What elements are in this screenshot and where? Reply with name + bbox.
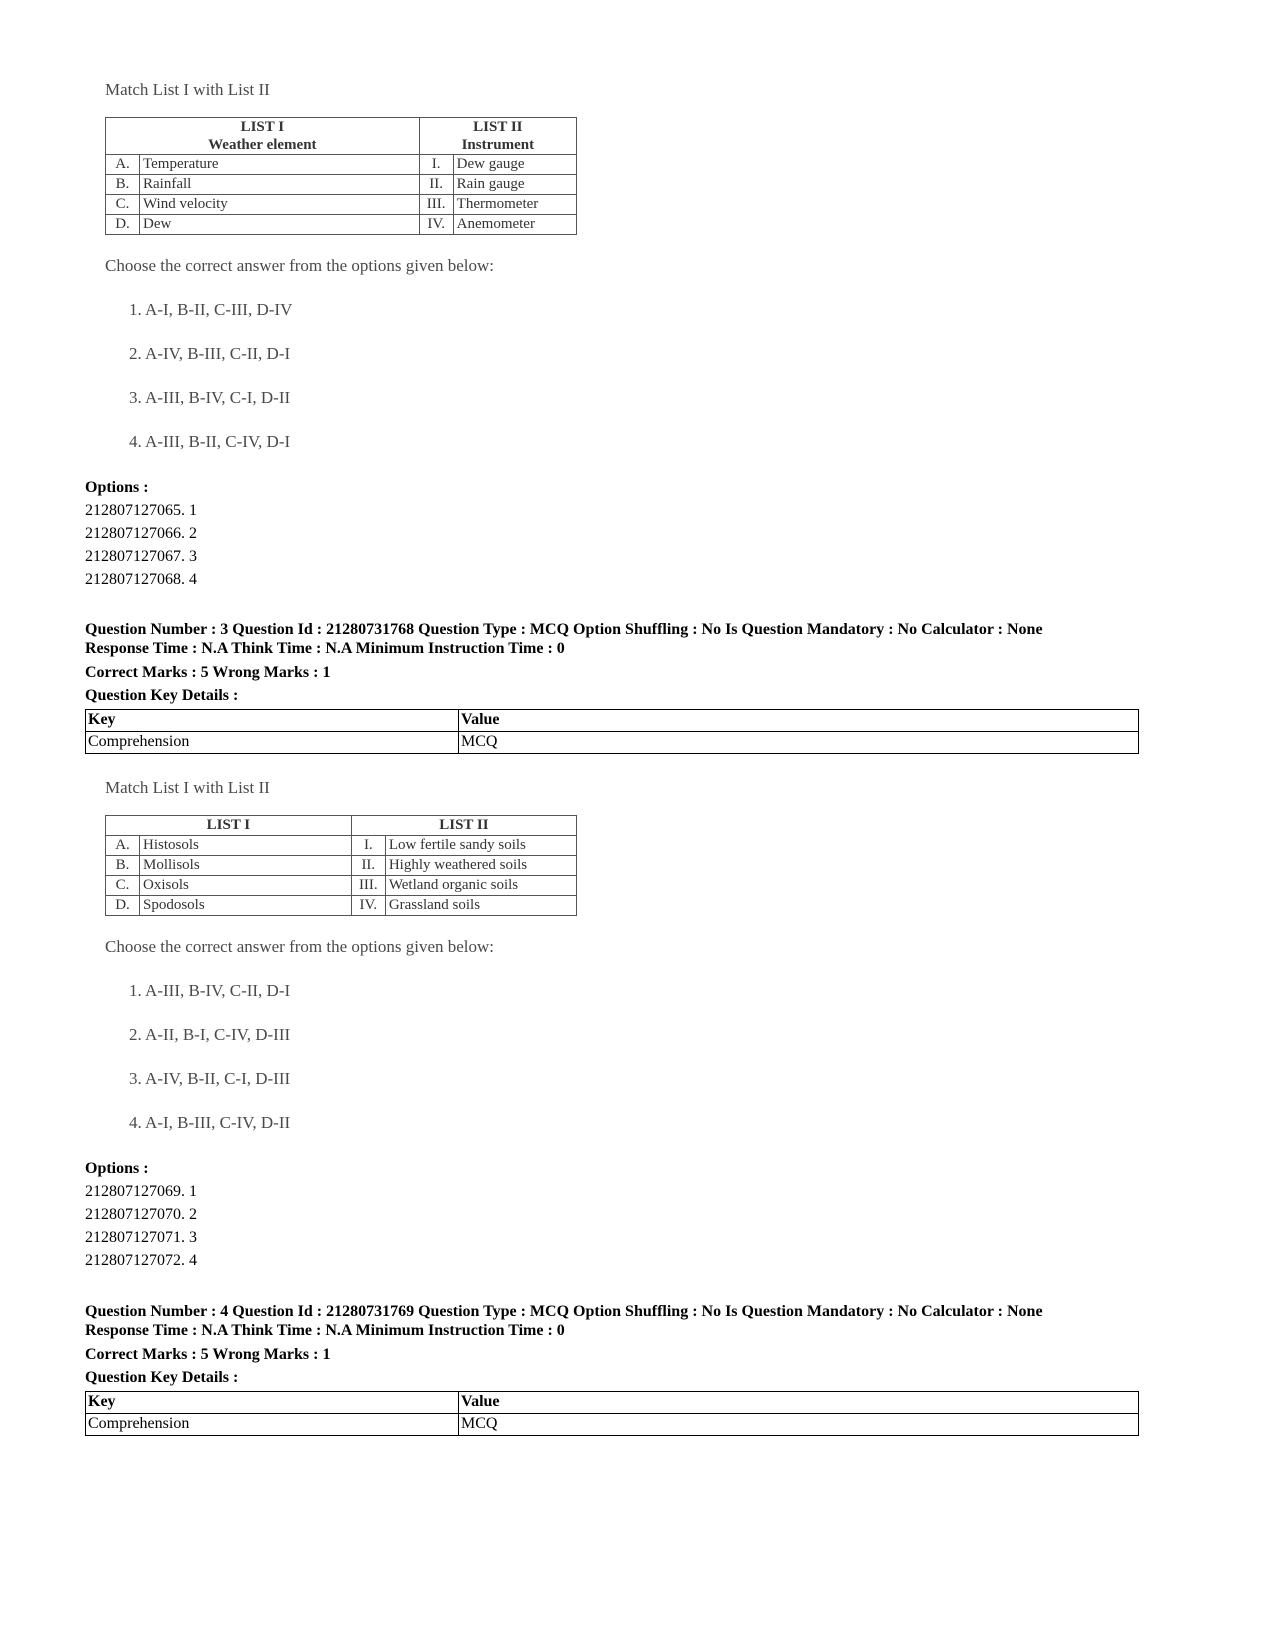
list2-subtitle: Instrument: [461, 137, 535, 153]
row-label: IV.: [351, 896, 385, 916]
list1-header: [106, 118, 420, 155]
question-key-table: [85, 1391, 1139, 1436]
row-label: III.: [351, 876, 385, 896]
row-label: C.: [106, 876, 140, 896]
answer-choice: 4. A-I, B-III, C-IV, D-II: [129, 1113, 291, 1132]
value-cell: MCQ: [459, 1414, 1139, 1436]
key-cell: Comprehension: [86, 1414, 459, 1436]
question-meta-line: Question Number : 4 Question Id : 21280731769 Question Type : MCQ Option Shuffling : No Is Question Mandatory : No Calculator : None: [85, 1303, 1043, 1320]
list1-subtitle: Weather element: [208, 137, 317, 153]
key-header: Key: [86, 1392, 459, 1414]
table-row: [106, 195, 577, 215]
row-label: A.: [106, 155, 140, 175]
table-row: [106, 856, 577, 876]
question-2-image: [105, 79, 577, 464]
answer-choice: 1. A-III, B-IV, C-II, D-I: [129, 981, 291, 1000]
answer-choice: 1. A-I, B-II, C-III, D-IV: [129, 300, 293, 319]
question-meta-line: Response Time : N.A Think Time : N.A Minimum Instruction Time : 0: [85, 1322, 565, 1339]
answer-choice: 2. A-II, B-I, C-IV, D-III: [129, 1025, 291, 1044]
row-label: IV.: [419, 215, 453, 235]
option-item: 212807127069. 1: [85, 1183, 197, 1200]
question-key-table: [85, 709, 1139, 754]
question-2-options: [85, 477, 197, 591]
row-label: A.: [106, 836, 140, 856]
marks-line: Correct Marks : 5 Wrong Marks : 1: [85, 1346, 331, 1363]
marks-line: Correct Marks : 5 Wrong Marks : 1: [85, 664, 331, 681]
row-label: I.: [351, 836, 385, 856]
option-item: 212807127066. 2: [85, 525, 197, 542]
option-item: 212807127071. 3: [85, 1229, 197, 1246]
list2-cell: Highly weathered soils: [385, 856, 576, 876]
list2-cell: Dew gauge: [453, 155, 576, 175]
answer-choice: 3. A-III, B-IV, C-I, D-II: [129, 388, 291, 407]
options-title: Options :: [85, 1160, 149, 1177]
key-details-title: Question Key Details :: [85, 687, 239, 704]
list2-cell: Thermometer: [453, 195, 576, 215]
question-3-match-table: [105, 815, 577, 916]
key-cell: Comprehension: [86, 732, 459, 754]
list1-cell: Wind velocity: [140, 195, 420, 215]
list2-header: LIST II: [351, 816, 576, 836]
option-item: 212807127072. 4: [85, 1252, 197, 1269]
list2-cell: Rain gauge: [453, 175, 576, 195]
row-label: II.: [351, 856, 385, 876]
table-header-row: [106, 118, 577, 155]
table-row: [86, 1414, 1139, 1436]
row-label: I.: [419, 155, 453, 175]
question-2-match-table: [105, 117, 577, 235]
row-label: B.: [106, 856, 140, 876]
answer-choice: 4. A-III, B-II, C-IV, D-I: [129, 432, 291, 451]
list2-cell: Low fertile sandy soils: [385, 836, 576, 856]
question-3-answer-list: [129, 969, 577, 1145]
row-label: II.: [419, 175, 453, 195]
table-header-row: [86, 1392, 1139, 1414]
value-cell: MCQ: [459, 732, 1139, 754]
list1-cell: Histosols: [140, 836, 352, 856]
key-details-title: Question Key Details :: [85, 1369, 239, 1386]
list1-cell: Oxisols: [140, 876, 352, 896]
question-2-intro: Match List I with List II: [105, 80, 270, 99]
list1-cell: Rainfall: [140, 175, 420, 195]
row-label: III.: [419, 195, 453, 215]
list1-header: LIST I: [106, 816, 352, 836]
table-row: [106, 175, 577, 195]
question-3-intro: Match List I with List II: [105, 778, 270, 797]
question-3-image: [105, 777, 577, 1145]
list2-cell: Wetland organic soils: [385, 876, 576, 896]
row-label: C.: [106, 195, 140, 215]
table-row: [106, 876, 577, 896]
list1-cell: Spodosols: [140, 896, 352, 916]
option-item: 212807127070. 2: [85, 1206, 197, 1223]
question-3-options: [85, 1158, 197, 1272]
options-title: Options :: [85, 479, 149, 496]
question-3-meta: [85, 620, 1139, 754]
list2-title: LIST II: [473, 119, 523, 135]
row-label: B.: [106, 175, 140, 195]
table-row: [106, 836, 577, 856]
table-row: [106, 215, 577, 235]
value-header: Value: [459, 710, 1139, 732]
list1-cell: Dew: [140, 215, 420, 235]
row-label: D.: [106, 215, 140, 235]
question-2-instruction: Choose the correct answer from the options given below:: [105, 256, 495, 275]
list2-cell: Anemometer: [453, 215, 576, 235]
question-2-answer-list: [129, 288, 577, 464]
answer-choice: 3. A-IV, B-II, C-I, D-III: [129, 1069, 291, 1088]
table-header-row: [106, 816, 577, 836]
list1-cell: Mollisols: [140, 856, 352, 876]
question-meta-line: Question Number : 3 Question Id : 21280731768 Question Type : MCQ Option Shuffling : No Is Question Mandatory : No Calculator : None: [85, 621, 1043, 638]
table-header-row: [86, 710, 1139, 732]
list2-header: [419, 118, 576, 155]
option-item: 212807127067. 3: [85, 548, 197, 565]
option-item: 212807127065. 1: [85, 502, 197, 519]
table-row: [86, 732, 1139, 754]
list2-cell: Grassland soils: [385, 896, 576, 916]
question-meta-line: Response Time : N.A Think Time : N.A Minimum Instruction Time : 0: [85, 640, 565, 657]
row-label: D.: [106, 896, 140, 916]
list1-cell: Temperature: [140, 155, 420, 175]
answer-choice: 2. A-IV, B-III, C-II, D-I: [129, 344, 291, 363]
value-header: Value: [459, 1392, 1139, 1414]
key-header: Key: [86, 710, 459, 732]
table-row: [106, 155, 577, 175]
list1-title: LIST I: [240, 119, 285, 135]
question-3-instruction: Choose the correct answer from the options given below:: [105, 937, 495, 956]
question-4-meta: [85, 1302, 1139, 1436]
option-item: 212807127068. 4: [85, 571, 197, 588]
table-row: [106, 896, 577, 916]
